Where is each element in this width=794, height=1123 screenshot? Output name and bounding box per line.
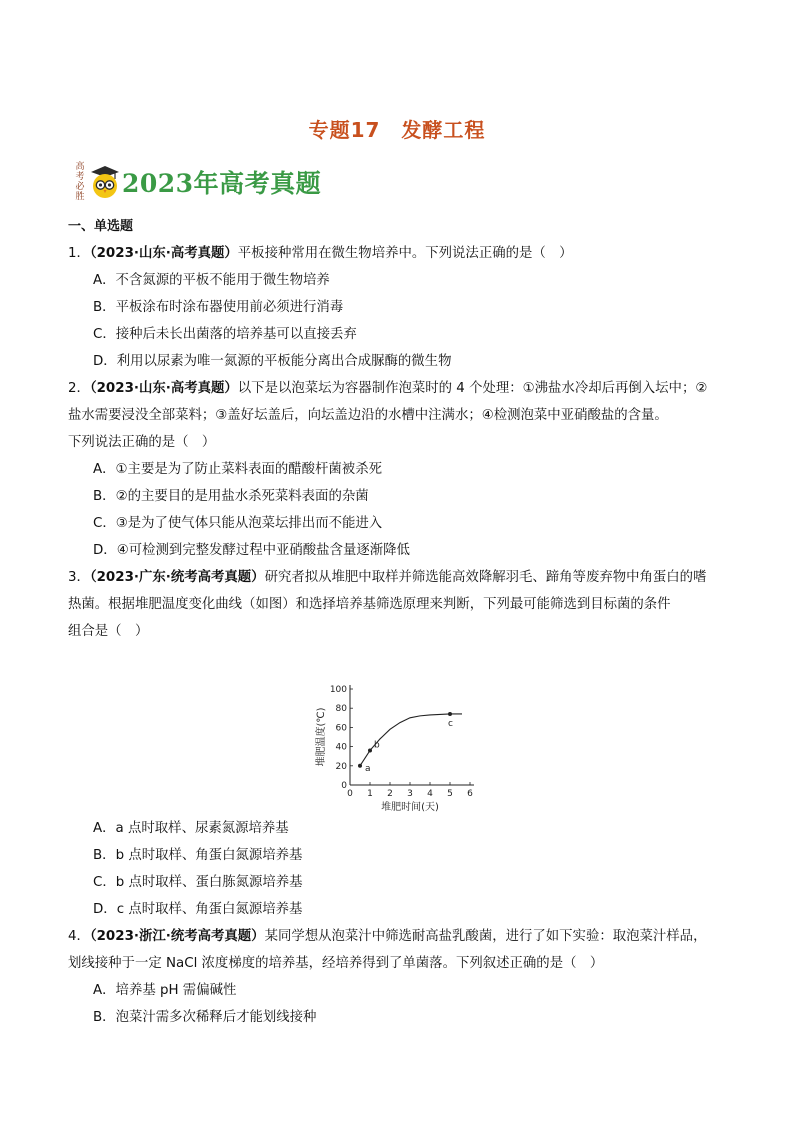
question-stem: 2．（2023·山东·高考真题）以下是以泡菜坛为容器制作泡菜时的 4 个处理：①沸盐水冷却后再倒入坛中；② (68, 381, 708, 396)
question-stem: 3．（2023·广东·统考高考真题）研究者拟从堆肥中取样并筛选能高效降解羽毛、蹄角等废弃物中角蛋白的嗜 (68, 570, 707, 585)
question-stem-line: 下列说法正确的是（ ） (68, 435, 216, 450)
y-axis-label: 堆肥温度(℃) (316, 707, 327, 767)
point-label-a: a (365, 763, 371, 774)
banner-title: 2023年高考真题 (122, 169, 322, 198)
point-label-b: b (374, 740, 380, 751)
x-tick-label: 3 (407, 789, 413, 799)
question-stem: 1．（2023·山东·高考真题）平板接种常用在微生物培养中。下列说法正确的是（ ） (68, 246, 573, 261)
point-a (358, 764, 362, 768)
owl-mascot-icon (90, 165, 120, 199)
question-stem: 4．（2023·浙江·统考高考真题）某同学想从泡菜汁中筛选耐高盐乳酸菌，进行了如下实验：取泡菜汁样品， (68, 929, 707, 944)
option-d: D．c 点时取样、角蛋白氮源培养基 (93, 902, 303, 917)
option-d: D．利用以尿素为唯一氮源的平板能分离出合成脲酶的微生物 (93, 354, 452, 369)
y-tick-label: 20 (335, 761, 347, 772)
option-c: C．③是为了使气体只能从泡菜坛排出而不能进入 (93, 516, 383, 531)
option-b: B．平板涂布时涂布器使用前必须进行消毒 (93, 300, 344, 315)
question-1 (68, 240, 738, 375)
y-tick-label: 60 (335, 723, 347, 734)
question-stem-line: 盐水需要浸没全部菜料；③盖好坛盖后，向坛盖边沿的水槽中注满水；④检测泡菜中亚硝酸盐的含量。 (68, 408, 668, 423)
x-tick-label: 0 (347, 789, 353, 799)
section-heading: 一、单选题 (68, 219, 134, 234)
option-c: C．b 点时取样、蛋白胨氮源培养基 (93, 875, 303, 890)
question-4 (68, 923, 738, 1031)
page-title: 专题17 发酵工程 (308, 118, 486, 142)
x-tick-label: 2 (387, 789, 393, 799)
option-a: A．①主要是为了防止菜料表面的醋酸杆菌被杀死 (93, 462, 382, 477)
question-list (68, 240, 738, 1031)
question-stem-line: 划线接种于一定 NaCl 浓度梯度的培养基，经培养得到了单菌落。下列叙述正确的是（ ） (68, 956, 604, 971)
x-tick-label: 4 (427, 789, 433, 799)
option-a: A．不含氮源的平板不能用于微生物培养 (93, 273, 330, 288)
option-c: C．接种后未长出菌落的培养基可以直接丢弃 (93, 327, 357, 342)
compost-temperature-chart (308, 645, 473, 815)
option-d: D．④可检测到完整发酵过程中亚硝酸盐含量逐渐降低 (93, 543, 410, 558)
option-b: B．b 点时取样、角蛋白氮源培养基 (93, 848, 303, 863)
seal-logo: 高 考 必 胜 (75, 162, 85, 202)
x-axis-label: 堆肥时间(天) (381, 802, 439, 813)
question-3 (68, 564, 738, 923)
y-tick-label: 100 (329, 685, 347, 695)
question-stem-line: 热菌。根据堆肥温度变化曲线（如图）和选择培养基筛选原理来判断，下列最可能筛选到目标菌的条件 (68, 597, 671, 612)
y-tick-label: 0 (341, 781, 347, 791)
x-tick-label: 1 (367, 789, 373, 799)
option-b: B．②的主要目的是用盐水杀死菜料表面的杂菌 (93, 489, 369, 504)
chart-container (68, 645, 738, 815)
point-b (368, 748, 372, 752)
question-2 (68, 375, 738, 564)
option-a: A．培养基 pH 需偏碱性 (93, 983, 237, 998)
point-label-c: c (448, 718, 453, 729)
option-a: A．a 点时取样、尿素氮源培养基 (93, 821, 289, 836)
x-tick-label: 5 (447, 789, 453, 799)
point-c (448, 712, 452, 716)
y-tick-label: 80 (335, 704, 347, 715)
section-banner (72, 160, 321, 204)
question-stem-line: 组合是（ ） (68, 624, 149, 639)
option-b: B．泡菜汁需多次稀释后才能划线接种 (93, 1010, 317, 1025)
x-tick-label: 6 (467, 789, 473, 799)
y-tick-label: 40 (335, 742, 347, 753)
